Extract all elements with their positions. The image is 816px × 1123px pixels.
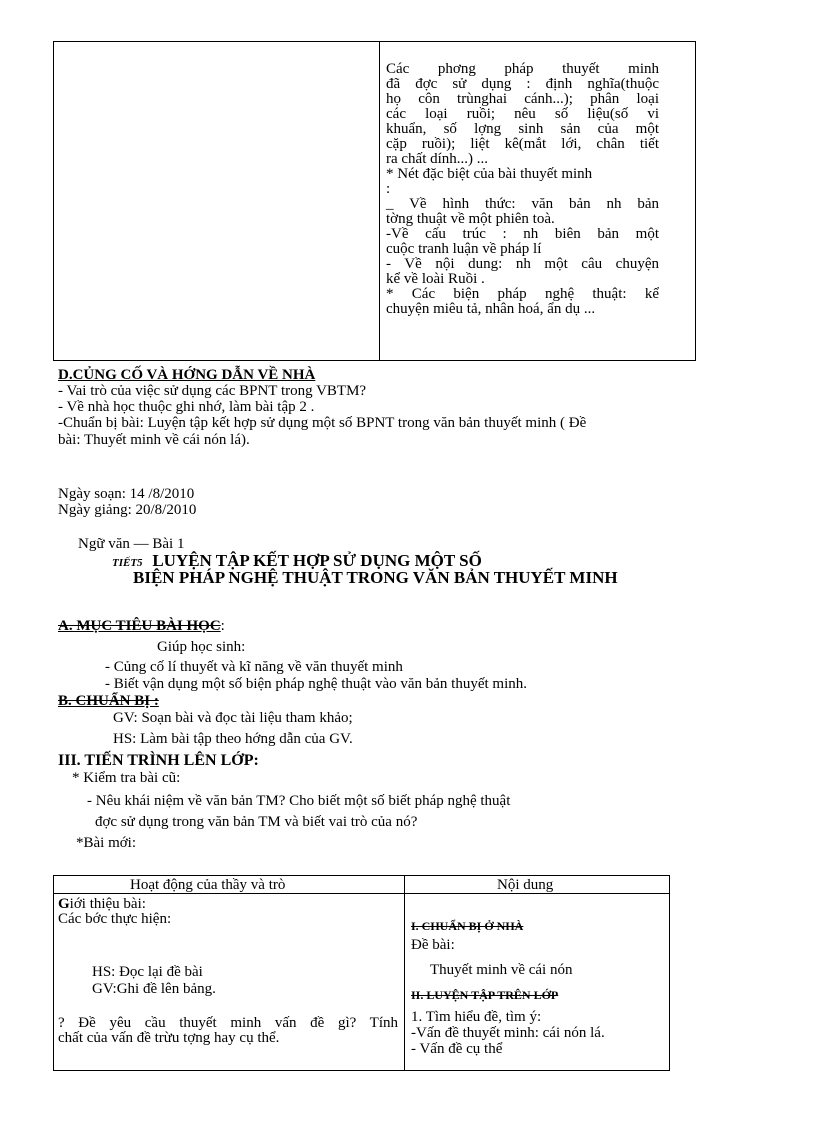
- table-header-activity: Hoạt động của thầy và trò: [130, 877, 286, 893]
- activity-table-divider: [404, 875, 405, 1071]
- section-b-heading: B. CHUẨN BỊ :: [58, 693, 159, 709]
- text-line: * Các biện pháp nghệ thuật: kể: [386, 286, 659, 302]
- section-b-hs: HS: Làm bài tập theo hớng dẫn của GV.: [113, 731, 353, 747]
- practice-step: - Vấn đề cụ thể: [411, 1041, 503, 1057]
- section-b-gv: GV: Soạn bài và đọc tài liệu tham khảo;: [113, 710, 353, 726]
- text-line: chuyện miêu tả, nhân hoá, ẩn dụ ...: [386, 301, 596, 317]
- question-line: chất của vấn đề trừu tợng hay cụ thể.: [58, 1030, 280, 1046]
- text-line: cặp ruồi); liệt kê(mắt lới, chân tiết: [386, 136, 659, 152]
- practice-step: -Vấn đề thuyết minh: cái nón lá.: [411, 1025, 605, 1041]
- steps-text: Các bớc thực hiện:: [58, 911, 172, 927]
- practice-step: 1. Tìm hiểu đề, tìm ý:: [411, 1009, 542, 1025]
- section-a-colon: :: [220, 618, 225, 634]
- prep-heading: I. CHUẨN BỊ Ở NHÀ: [411, 919, 524, 933]
- section-d-line: - Về nhà học thuộc ghi nhớ, làm bài tập 2 .: [58, 399, 315, 415]
- practice-heading: II. LUYỆN TẬP TRÊN LỚP: [411, 988, 559, 1002]
- lesson-subject: Ngữ văn — Bài 1: [78, 536, 185, 552]
- section-d-line: -Chuẩn bị bài: Luyện tập kết hợp sử dụng một số BPNT trong văn bản thuyết minh ( Đề: [58, 415, 587, 431]
- text-line: ra chất dính...) ...: [386, 151, 489, 167]
- lesson-title-line1: LUYỆN TẬP KẾT HỢP SỬ DỤNG MỘT SỐ: [152, 551, 482, 570]
- de-bai-label: Đề bài:: [411, 937, 455, 953]
- activity-table-header-line: [53, 893, 670, 894]
- text-line: _ Về hình thức: văn bản nh bản: [386, 196, 659, 212]
- lesson-title-line2: BIỆN PHÁP NGHỆ THUẬT TRONG VĂN BẢN THUYẾT MINH: [133, 568, 618, 587]
- section-a-item: - Biết vận dụng một số biện pháp nghệ thuật vào văn bản thuyết minh.: [105, 676, 528, 692]
- date-prepared: Ngày soạn: 14 /8/2010: [58, 486, 195, 502]
- section-iii-new: *Bài mới:: [76, 835, 137, 851]
- text-line: * Nét đặc biệt của bài thuyết minh: [386, 166, 593, 182]
- text-line: họ côn trùnghai cánh...); phân loại: [386, 91, 659, 107]
- intro-text: iới thiệu bài:: [69, 896, 146, 912]
- section-d-heading: D.CỦNG CỐ VÀ HỚNG DẪN VỀ NHÀ: [58, 367, 316, 383]
- activity-table-bottom-line: [53, 1070, 670, 1071]
- date-taught: Ngày giảng: 20/8/2010: [58, 502, 197, 518]
- intro-initial: G: [58, 896, 70, 912]
- lesson-number: TIẾT5: [112, 557, 143, 569]
- text-line: các loại ruồi; nêu số liệu(số vi: [386, 106, 659, 122]
- hs-text: HS: Đọc lại đề bài: [92, 964, 203, 980]
- section-iii-heading: III. TIẾN TRÌNH LÊN LỚP:: [58, 752, 259, 769]
- text-line: tờng thuật về một phiên toà.: [386, 211, 555, 227]
- text-line: - Về nội dung: nh một câu chuyện: [386, 256, 659, 272]
- de-bai-topic: Thuyết minh về cái nón: [430, 962, 573, 978]
- section-iii-question: - Nêu khái niệm về văn bản TM? Cho biết một số biết pháp nghệ thuật: [87, 793, 511, 809]
- text-line: khuẩn, số lợng sinh sản của một: [386, 121, 659, 137]
- question-line: ? Đề yêu cầu thuyết minh vấn đề gì? Tính: [58, 1015, 398, 1031]
- section-iii-question: đợc sử dụng trong văn bản TM và biết vai trò của nó?: [95, 814, 418, 830]
- section-a-heading: A. MỤC TIÊU BÀI HỌC: [58, 618, 221, 634]
- text-line: :: [386, 181, 391, 197]
- table-header-content: Nội dung: [497, 877, 554, 893]
- top-table-right-cell: [386, 62, 659, 317]
- section-a-intro: Giúp học sinh:: [157, 639, 246, 655]
- section-a-item: - Củng cố lí thuyết và kĩ năng về văn thuyết minh: [105, 659, 403, 675]
- text-line: Các phơng pháp thuyết minh: [386, 61, 659, 77]
- section-iii-check: * Kiểm tra bài cũ:: [72, 770, 181, 786]
- top-table-divider: [379, 41, 380, 361]
- gv-text: GV:Ghi đề lên bảng.: [92, 981, 216, 997]
- text-line: kể về loài Ruồi .: [386, 271, 485, 287]
- text-line: -Về cấu trúc : nh biên bản một: [386, 226, 659, 242]
- section-d-line: bài: Thuyết minh về cái nón lá).: [58, 432, 250, 448]
- section-d-line: - Vai trò của việc sử dụng các BPNT trong VBTM?: [58, 383, 367, 399]
- text-line: cuộc tranh luận về pháp lí: [386, 241, 542, 257]
- text-line: đã đợc sử dụng : định nghĩa(thuộc: [386, 76, 659, 92]
